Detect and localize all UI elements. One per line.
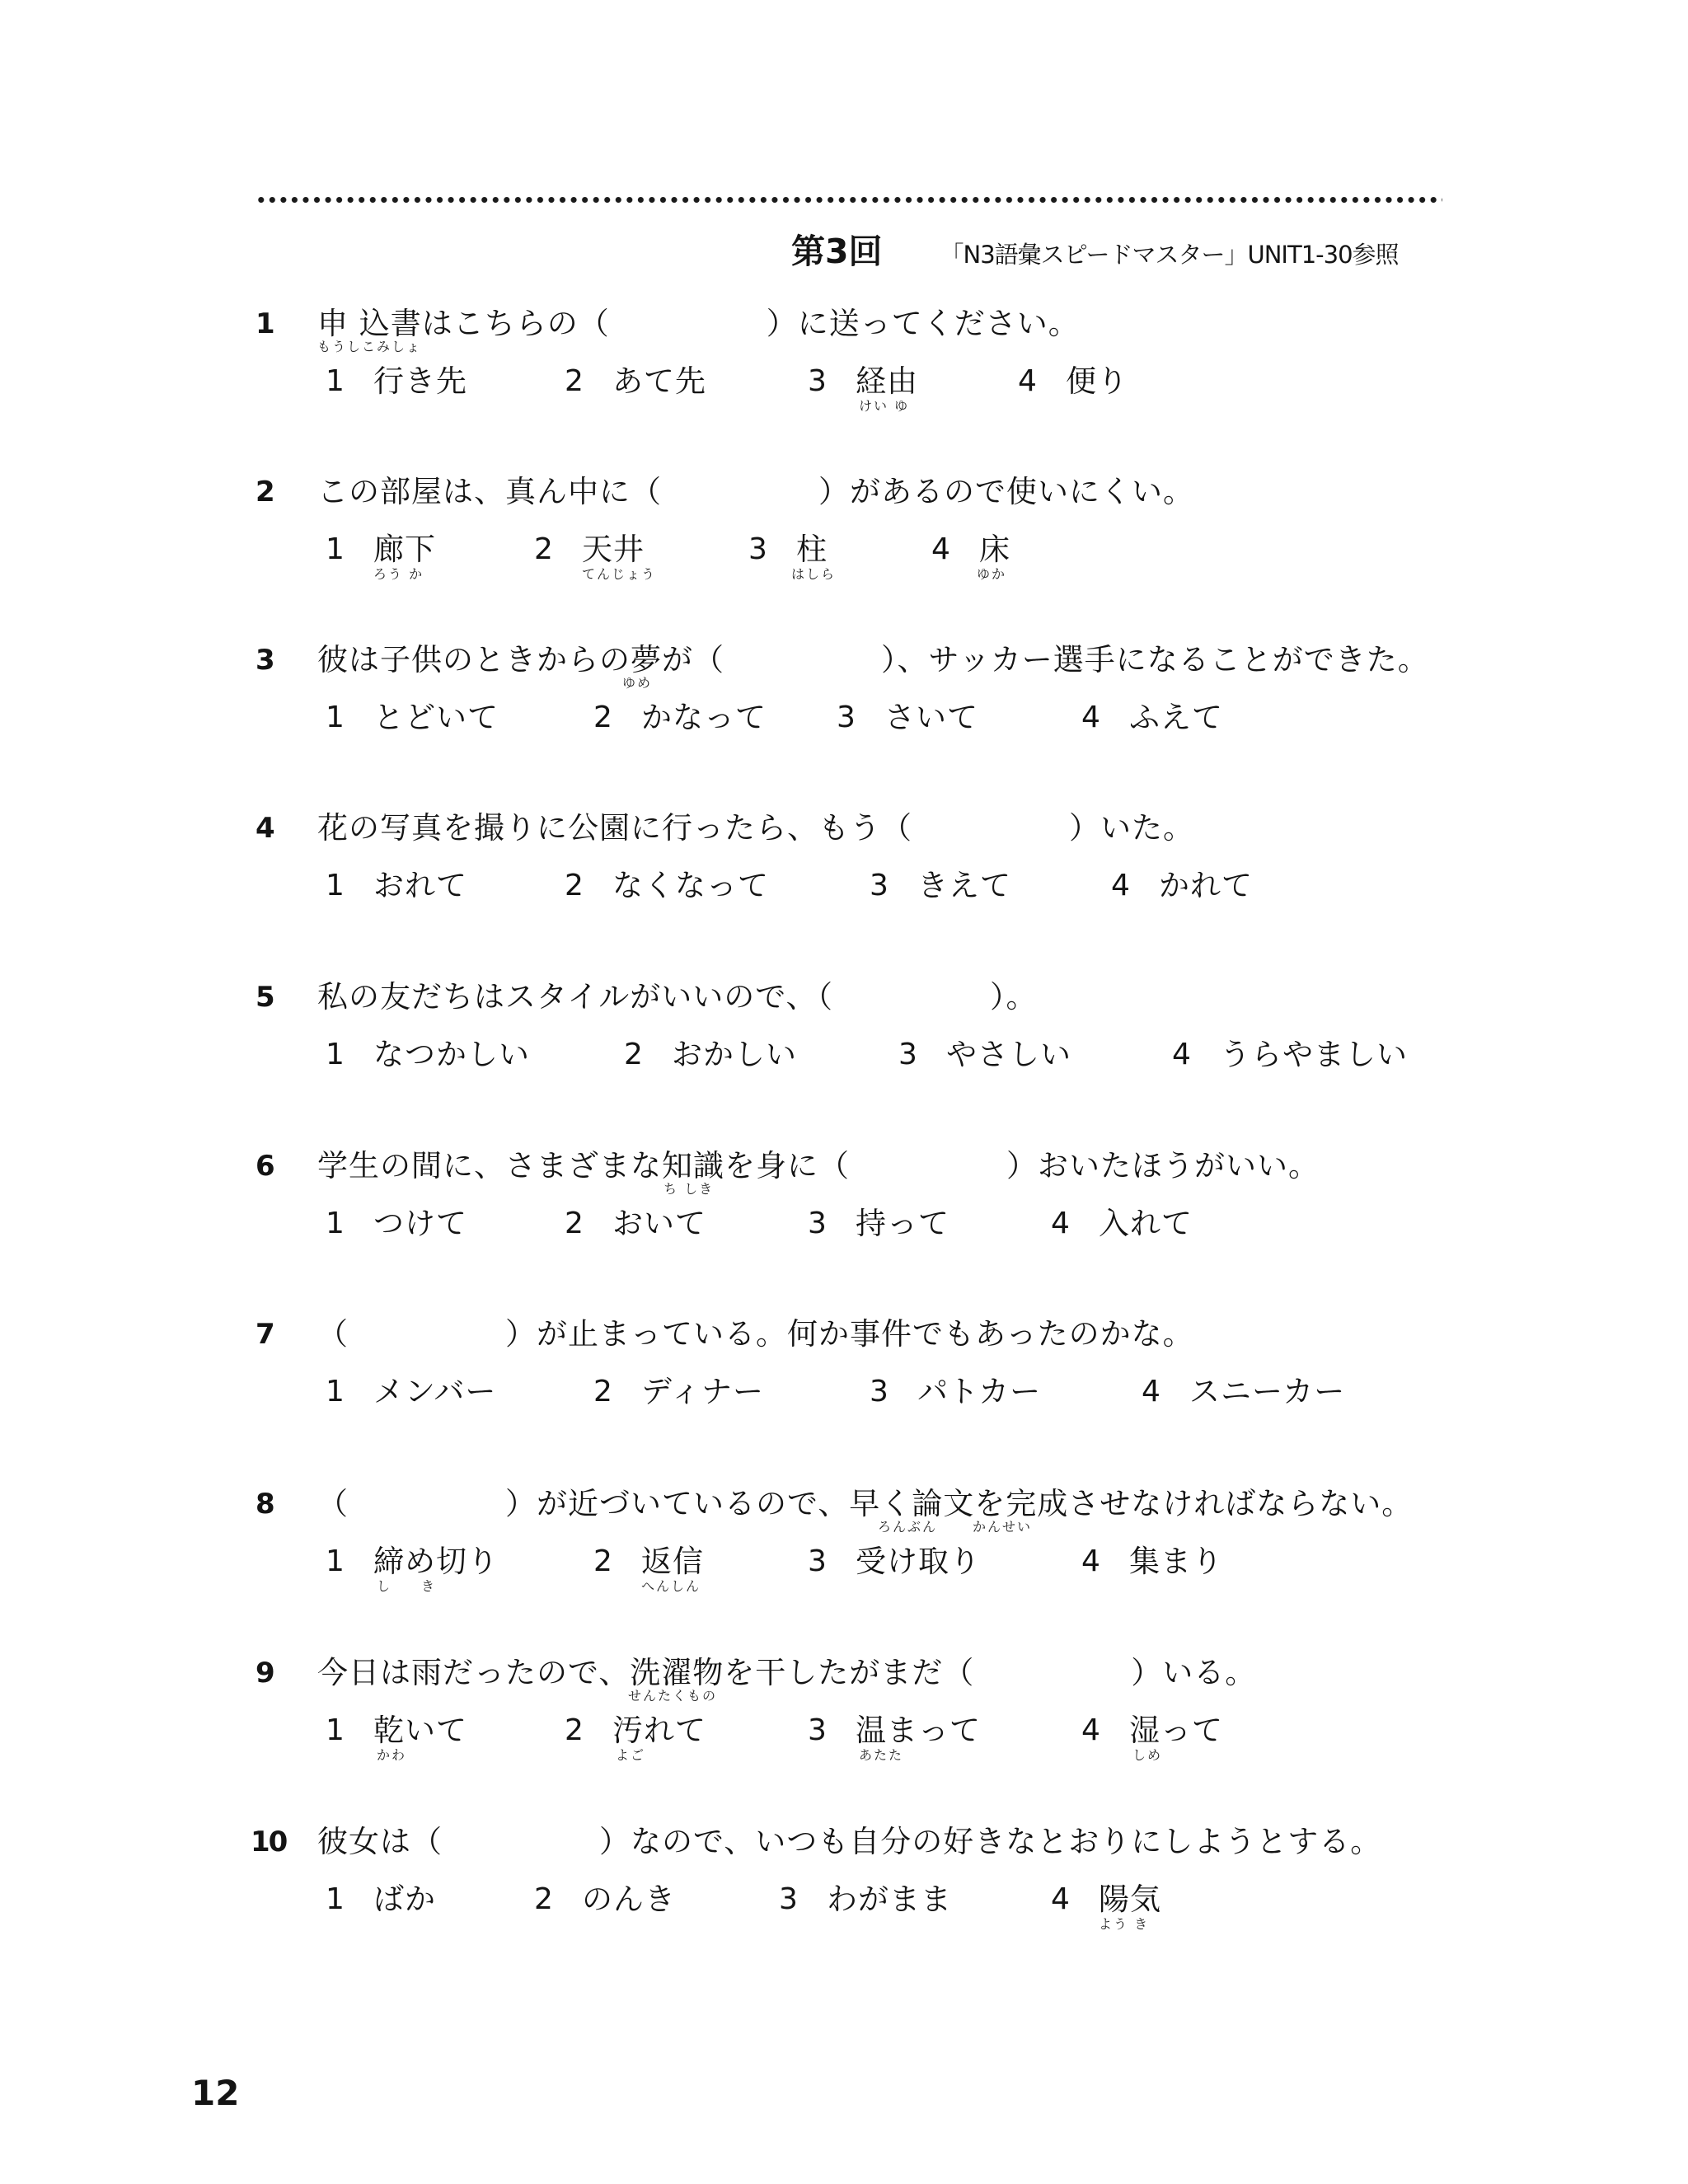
option-number: 3 — [808, 1544, 827, 1578]
option-number: 2 — [565, 1713, 584, 1747]
option-number: 3 — [808, 364, 827, 398]
question-text: 彼は子供のときからの夢が（ ）、サッカー選手になることができた。 — [317, 642, 1429, 677]
question-text: 花の写真を撮りに公園に行ったら、もう（ ）いた。 — [317, 810, 1194, 846]
question-number: 2 — [256, 476, 275, 509]
option-number: 3 — [837, 701, 856, 734]
option-number: 2 — [593, 1375, 612, 1408]
option-text: 乾いて — [373, 1713, 467, 1748]
option-number: 4 — [1081, 1713, 1100, 1747]
option-text: 床 — [979, 532, 1010, 567]
question-7 — [256, 1314, 1459, 1454]
option-text: 受け取り — [856, 1544, 981, 1579]
furigana: ろんぶん — [878, 1519, 938, 1535]
option-number: 3 — [870, 869, 889, 902]
option-number: 1 — [326, 532, 345, 566]
option-number: 3 — [748, 532, 767, 566]
section-header — [791, 224, 1451, 273]
option-text: おかしい — [672, 1037, 797, 1072]
furigana: かわ — [377, 1747, 407, 1763]
option-number: 1 — [326, 701, 345, 734]
option-text: わがまま — [827, 1882, 952, 1917]
question-1 — [256, 303, 1459, 443]
option-text: ふえて — [1129, 700, 1223, 735]
option-number: 3 — [870, 1375, 889, 1408]
option-text: なつかしい — [373, 1037, 530, 1072]
furigana: へんしん — [641, 1578, 701, 1594]
option-text: あて先 — [612, 363, 706, 399]
option-text: 経由 — [856, 363, 918, 399]
furigana: かんせい — [973, 1519, 1033, 1535]
option-text: メンバー — [373, 1374, 497, 1409]
option-text: ディナー — [641, 1374, 765, 1409]
option-text: かれて — [1159, 868, 1253, 903]
option-number: 1 — [326, 1882, 345, 1916]
option-text: 返信 — [641, 1544, 704, 1579]
question-text: （ ）が近づいているので、早く論文を完成させなければならない。 — [317, 1486, 1414, 1521]
option-text: 行き先 — [373, 363, 467, 399]
option-number: 3 — [808, 1207, 827, 1240]
question-number: 3 — [256, 644, 275, 677]
option-number: 4 — [1081, 701, 1100, 734]
option-number: 1 — [326, 1713, 345, 1747]
option-number: 2 — [565, 364, 584, 398]
option-text: 締め切り — [373, 1544, 499, 1579]
question-text: この部屋は、真ん中に（ ）があるので使いにくい。 — [317, 474, 1194, 509]
question-10 — [251, 1821, 1459, 1961]
question-9 — [256, 1652, 1459, 1793]
question-8 — [256, 1483, 1459, 1624]
furigana: てんじょう — [582, 566, 657, 582]
option-number: 4 — [1051, 1207, 1070, 1240]
furigana: ゆめ — [622, 675, 653, 691]
question-2 — [256, 471, 1459, 612]
option-text: 廊下 — [373, 532, 436, 567]
option-text: 入れて — [1099, 1206, 1193, 1241]
option-number: 2 — [534, 532, 553, 566]
option-number: 3 — [808, 1713, 827, 1747]
option-number: 1 — [326, 1544, 345, 1578]
option-text: おいて — [612, 1206, 706, 1241]
option-text: やさしい — [946, 1037, 1071, 1072]
question-number: 7 — [256, 1318, 275, 1351]
option-text: 便り — [1066, 363, 1128, 399]
question-text: 今日は雨だったので、洗濯物を干したがまだ（ ）いる。 — [317, 1655, 1257, 1690]
furigana: ち しき — [663, 1181, 715, 1197]
option-text: パトカー — [917, 1374, 1042, 1409]
question-4 — [256, 808, 1459, 948]
question-text: 学生の間に、さまざまな知識を身に（ ）おいたほうがいい。 — [317, 1148, 1320, 1183]
option-number: 1 — [326, 1038, 345, 1071]
question-number: 10 — [251, 1825, 287, 1858]
option-text: さいて — [884, 700, 978, 735]
option-number: 4 — [1018, 364, 1037, 398]
option-text: 湿って — [1129, 1713, 1223, 1748]
dotted-separator — [256, 196, 1442, 204]
furigana: もうしこみしょ — [317, 339, 422, 354]
question-text: 彼女は（ ）なので、いつも自分の好きなとおりにしようとする。 — [317, 1824, 1382, 1859]
option-number: 3 — [779, 1882, 798, 1916]
question-text: 私の友だちはスタイルがいいので、（ ）。 — [317, 979, 1038, 1015]
furigana: し き — [377, 1578, 437, 1594]
question-number: 8 — [256, 1488, 275, 1521]
furigana: しめ — [1132, 1747, 1163, 1763]
furigana: よう き — [1099, 1916, 1150, 1932]
option-text: おれて — [373, 868, 467, 903]
option-text: 天井 — [582, 532, 645, 567]
option-text: 温まって — [856, 1713, 981, 1748]
furigana: せんたくもの — [628, 1688, 718, 1704]
option-text: スニーカー — [1189, 1374, 1346, 1409]
furigana: あたた — [859, 1747, 904, 1763]
page-number: 12 — [191, 2073, 240, 2113]
question-5 — [256, 977, 1459, 1117]
question-number: 1 — [256, 307, 275, 340]
option-text: きえて — [917, 868, 1011, 903]
option-number: 4 — [931, 532, 950, 566]
option-text: 持って — [856, 1206, 950, 1241]
option-text: つけて — [373, 1206, 467, 1241]
question-text: （ ）が止まっている。何か事件でもあったのかな。 — [317, 1316, 1194, 1352]
option-text: 集まり — [1129, 1544, 1223, 1579]
option-text: かなって — [641, 700, 767, 735]
option-number: 2 — [593, 701, 612, 734]
option-number: 1 — [326, 869, 345, 902]
option-number: 2 — [624, 1038, 643, 1071]
option-text: ばか — [373, 1882, 436, 1917]
option-text: のんき — [582, 1882, 676, 1917]
option-number: 1 — [326, 1375, 345, 1408]
furigana: ゆか — [977, 566, 1007, 582]
option-number: 1 — [326, 1207, 345, 1240]
furigana: よご — [616, 1747, 646, 1763]
question-number: 6 — [256, 1150, 275, 1183]
option-text: なくなって — [612, 868, 769, 903]
option-number: 4 — [1142, 1375, 1160, 1408]
question-number: 5 — [256, 981, 275, 1014]
question-6 — [256, 1146, 1459, 1286]
furigana: けい ゆ — [859, 398, 910, 414]
furigana: はしら — [791, 566, 837, 582]
round-title: 第3回 — [791, 232, 883, 271]
option-text: とどいて — [373, 700, 499, 735]
option-number: 2 — [593, 1544, 612, 1578]
option-number: 2 — [565, 869, 584, 902]
option-number: 1 — [326, 364, 345, 398]
option-number: 4 — [1051, 1882, 1070, 1916]
option-number: 3 — [898, 1038, 917, 1071]
option-number: 4 — [1172, 1038, 1191, 1071]
question-3 — [256, 640, 1459, 780]
option-text: 汚れて — [612, 1713, 706, 1748]
question-number: 9 — [256, 1657, 275, 1690]
option-number: 2 — [534, 1882, 553, 1916]
option-text: 陽気 — [1099, 1882, 1161, 1917]
furigana: ろう か — [373, 566, 424, 582]
option-number: 4 — [1081, 1544, 1100, 1578]
option-number: 2 — [565, 1207, 584, 1240]
option-number: 4 — [1111, 869, 1130, 902]
reference-note: 「N3語彙スピードマスター」UNIT1-30参照 — [940, 241, 1399, 269]
option-text: 柱 — [796, 532, 828, 567]
question-number: 4 — [256, 812, 275, 845]
question-text: 申 込書はこちらの（ ）に送ってください。 — [317, 306, 1080, 341]
option-text: うらやましい — [1220, 1037, 1408, 1072]
